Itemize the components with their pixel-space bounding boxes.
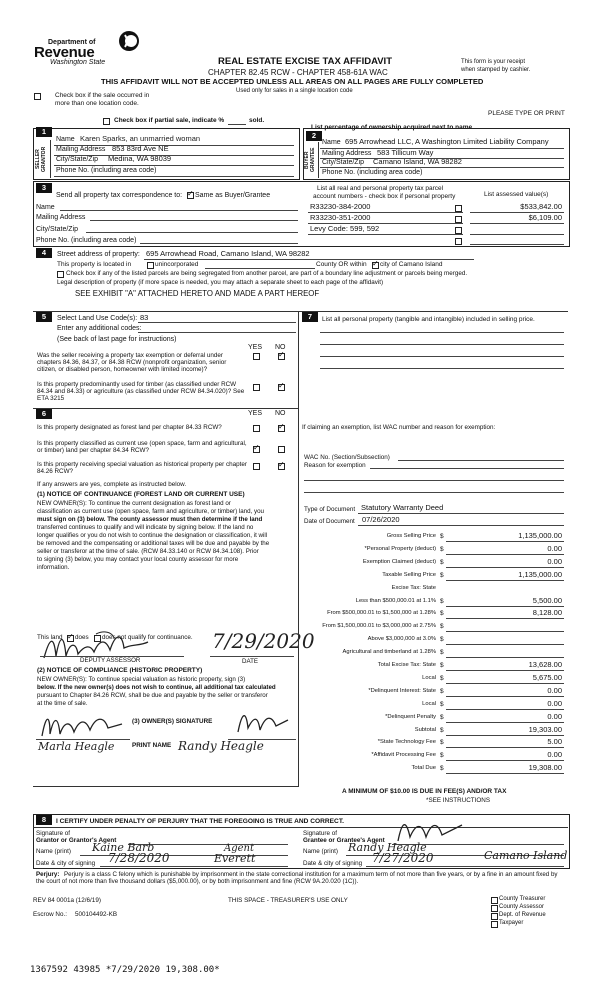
- tax-row-value[interactable]: 0.00: [547, 711, 562, 721]
- dollar-sign: $: [440, 597, 444, 605]
- sec6-q2-yes[interactable]: [253, 446, 260, 453]
- notice-1-title: (1) NOTICE OF CONTINUANCE (FOREST LAND OR CURRENT USE): [37, 491, 245, 498]
- sec5-q1-yes[interactable]: [253, 353, 260, 360]
- dollar-sign: $: [440, 752, 444, 760]
- date-label: DATE: [242, 658, 259, 665]
- seller-mailing[interactable]: 853 83rd Ave NE: [112, 144, 169, 153]
- tax-row-value[interactable]: 5,675.00: [532, 672, 562, 682]
- unincorporated-checkbox[interactable]: [147, 262, 154, 269]
- perjury-label: Perjury:: [36, 871, 60, 878]
- grantor-date-label: Date & city of signing: [36, 860, 96, 867]
- additional-codes-label: Enter any additional codes:: [57, 325, 142, 332]
- if-yes-note: If any answers are yes, complete as instructed below.: [37, 481, 187, 488]
- corr-city-label: City/State/Zip: [36, 226, 79, 233]
- grantor-agent-label: Grantor or Grantor's Agent: [36, 837, 117, 844]
- tax-row-label: Agricultural and timberland at 1.28%: [342, 649, 436, 656]
- copy-checkbox[interactable]: [491, 913, 498, 920]
- tax-row-label: Total Excise Tax: State: [377, 662, 436, 668]
- buyer-phone-label: Phone No. (including area code): [322, 169, 423, 176]
- dept-of: Department of: [48, 39, 96, 46]
- sec6-question-2: Is this property classified as current use (open space, farm and agricultural, or timber) land per chapter 84.34 RCW?: [37, 440, 247, 455]
- tax-row-value[interactable]: 0.00: [547, 750, 562, 760]
- grantor-agent-note: Agent: [224, 843, 254, 854]
- dollar-sign: $: [440, 700, 444, 708]
- personal-property-label: List all personal property (tangible and intangible) included in selling price.: [322, 316, 535, 323]
- buyer-name[interactable]: 695 Arrowhead LLC, A Washington Limited Liability Company: [345, 137, 549, 146]
- section-5-number: 5: [36, 312, 52, 322]
- parcel-account[interactable]: R33230-351-2000: [310, 213, 371, 222]
- escrow-number: 500104492-KB: [75, 911, 118, 918]
- sec6-question-3: Is this property receiving special valuation as historical property per chapter 84.26 RCW?: [37, 461, 247, 476]
- parcel-account[interactable]: Levy Code: 599, 592: [310, 224, 380, 233]
- tax-row-label: From $1,500,000.01 to $3,000,000 at 2.75%: [322, 623, 436, 630]
- grantee-name[interactable]: Randy Heagle: [348, 841, 427, 854]
- seller-name-label: Name: [56, 136, 75, 143]
- no-header: NO: [275, 344, 286, 351]
- tax-row-value[interactable]: 0.00: [547, 685, 562, 695]
- section-3-number: 3: [36, 183, 52, 193]
- section-1-number: 1: [36, 127, 52, 137]
- same-as-buyer-checkbox[interactable]: [187, 192, 194, 199]
- owner-signature-2[interactable]: [232, 706, 292, 736]
- tax-row-label: Less than $500,000.01 at 1.1%: [355, 597, 436, 604]
- see-back-note: (See back of last page for instructions): [57, 336, 177, 343]
- land-use-code[interactable]: 83: [140, 313, 149, 322]
- sec5-question-2: Is this property predominantly used for timber (as classified under RCW 84.34 and 84.33) or agriculture (as classified under RCW 84.34.020)? See ETA 3215: [37, 381, 245, 403]
- tax-row-value[interactable]: 1,135,000.00: [518, 531, 562, 540]
- buyer-mailing-label: Mailing Address: [322, 150, 372, 157]
- seller-city-label: City/State/Zip: [56, 156, 99, 163]
- dollar-sign: $: [440, 726, 444, 734]
- grantee-date-label: Date & city of signing: [303, 860, 363, 867]
- tax-row-label: Excise Tax: State: [391, 584, 436, 591]
- dollar-sign: $: [440, 713, 444, 721]
- reason-label: Reason for exemption: [304, 462, 366, 469]
- segregated-checkbox[interactable]: [57, 271, 64, 278]
- legal-description[interactable]: SEE EXHIBIT "A" ATTACHED HERETO AND MADE A PART HEREOF: [75, 289, 320, 298]
- doc-date[interactable]: 07/26/2020: [362, 515, 400, 524]
- sec5-q2-yes[interactable]: [253, 384, 260, 391]
- yes-header: YES: [248, 410, 263, 417]
- corr-name-label: Name: [36, 204, 55, 211]
- same-as-buyer-label: Same as Buyer/Grantee: [195, 192, 271, 199]
- dor-seal-icon: [118, 30, 140, 52]
- tax-row-value[interactable]: 19,303.00: [528, 724, 562, 734]
- tax-row-label: *Personal Property (deduct): [364, 545, 436, 552]
- legal-description-label: Legal description of property (if more space is needed, you may attach a separate sheet to each page of the affidavit): [57, 279, 384, 286]
- tax-row-label: Local: [422, 700, 436, 707]
- parcel-account[interactable]: R33230-384-2000: [310, 202, 371, 211]
- buyer-tab: BUYER GRANTEE: [304, 147, 316, 173]
- no-header: NO: [275, 410, 286, 417]
- assessor-date[interactable]: 7/29/2020: [212, 629, 315, 653]
- yes-header: YES: [248, 344, 263, 351]
- form-warning: THIS AFFIDAVIT WILL NOT BE ACCEPTED UNLESS ALL AREAS ON ALL PAGES ARE FULLY COMPLETED: [101, 77, 484, 86]
- dollar-sign: $: [440, 623, 444, 631]
- tax-row-label: Gross Selling Price: [386, 533, 436, 539]
- county-or-within-label: County OR within: [316, 261, 367, 268]
- dollar-sign: $: [440, 610, 444, 618]
- buyer-city[interactable]: Camano Island, WA 98282: [373, 157, 462, 166]
- dollar-sign: $: [440, 739, 444, 747]
- deputy-assessor-label: DEPUTY ASSESSOR: [80, 657, 141, 664]
- wac-label: WAC No. (Section/Subsection): [304, 454, 390, 461]
- tax-row-label: *Affidavit Processing Fee: [371, 752, 436, 759]
- parcel-value[interactable]: $533,842.00: [520, 202, 562, 211]
- buyer-mailing[interactable]: 583 Tillicum Way: [377, 148, 434, 157]
- tax-row-value[interactable]: 13,628.00: [528, 660, 562, 669]
- dollar-sign: $: [440, 558, 444, 566]
- partial-sale-label: Check box if partial sale, indicate %: [114, 117, 225, 124]
- section-2-number: 2: [306, 131, 322, 141]
- tax-row-label: Total Due: [411, 765, 436, 772]
- sec6-q3-yes[interactable]: [253, 463, 260, 470]
- street-address-label: Street address of property:: [57, 251, 140, 258]
- parcels-header-2: account numbers - check box if personal property: [313, 193, 456, 200]
- seller-name[interactable]: Karen Sparks, an unmarried woman: [80, 134, 201, 143]
- segregated-label: Check box if any of the listed parcels are being segregated from another parcel, are part of a boundary line adjustment or parcels being merged.: [66, 270, 468, 277]
- dollar-sign: $: [440, 545, 444, 553]
- tax-row-value[interactable]: 0.00: [547, 543, 562, 553]
- cashier-stamp: 1367592 43985 *7/29/2020 19,308.00*: [30, 965, 220, 975]
- grantor-signature-label: Signature of: [36, 830, 70, 837]
- printed-name-1[interactable]: Marla Heagle: [38, 740, 115, 753]
- owner-signature-1[interactable]: [38, 708, 126, 740]
- dor-logo: [34, 28, 144, 72]
- certify-statement: I CERTIFY UNDER PENALTY OF PERJURY THAT THE FOREGOING IS TRUE AND CORRECT.: [56, 818, 344, 825]
- claim-exemption-label: If claiming an exemption, list WAC number and reason for exemption:: [302, 424, 496, 431]
- tax-row-value[interactable]: 19,308.00: [528, 763, 562, 773]
- personal-property-checkbox[interactable]: [455, 238, 462, 245]
- print-name-label: PRINT NAME: [132, 742, 172, 749]
- receipt-note-1: This form is your receipt: [461, 59, 526, 65]
- partial-sale-checkbox[interactable]: [103, 118, 110, 125]
- see-instructions-note: *SEE INSTRUCTIONS: [426, 797, 491, 804]
- doc-type[interactable]: Statutory Warranty Deed: [361, 503, 444, 512]
- tax-row-value[interactable]: 5.00: [547, 737, 562, 747]
- sec6-q2-no[interactable]: [278, 446, 285, 453]
- parcels-header-1: List all real and personal property tax parcel: [317, 185, 444, 192]
- grantee-name-label: Name (print): [303, 848, 338, 855]
- personal-property-checkbox[interactable]: [455, 205, 462, 212]
- grantor-city[interactable]: Everett: [214, 852, 256, 865]
- personal-property-checkbox[interactable]: [455, 216, 462, 223]
- dollar-sign: $: [440, 636, 444, 644]
- owner-signature-label: (3) OWNER(S) SIGNATURE: [132, 718, 213, 725]
- corr-phone-label: Phone No. (including area code): [36, 237, 137, 244]
- sec5-question-1: Was the seller receiving a property tax exemption or deferral under chapters 84.36, 84.37, or 84.38 RCW (nonprofit organization, senior citizen, or disabled person, homeowner with limited income)?: [37, 352, 227, 374]
- sec6-q1-no[interactable]: [278, 425, 285, 432]
- copy-label: County Assessor: [499, 904, 545, 910]
- tax-row-label: *Delinquent Penalty: [385, 713, 436, 720]
- multi-location-label-1: Check box if the sale occurred in: [55, 92, 150, 99]
- tax-row-label: Exemption Claimed (deduct): [362, 558, 436, 565]
- tax-row-value[interactable]: 1,135,000.00: [518, 569, 562, 579]
- grantee-date[interactable]: 7/27/2020: [372, 851, 434, 865]
- copy-checkbox[interactable]: [491, 897, 498, 904]
- minimum-fee-note: A MINIMUM OF $10.00 IS DUE IN FEE(S) AND/OR TAX: [342, 788, 507, 795]
- single-location-note: Used only for sales in a single location code: [236, 88, 353, 94]
- please-type-note: PLEASE TYPE OR PRINT: [488, 110, 565, 117]
- dollar-sign: $: [440, 649, 444, 657]
- doc-date-label: Date of Document: [304, 518, 355, 525]
- ownership-pct-note: List percentage of ownership acquired next to name.: [311, 124, 474, 131]
- rev-number: REV 84 0001a (12/6/19): [33, 897, 101, 904]
- tax-row-value[interactable]: 0.00: [547, 698, 562, 708]
- land-does-label: This land: [37, 634, 63, 641]
- dollar-sign: $: [440, 674, 444, 682]
- multi-location-label-2: more than one location code.: [55, 100, 139, 107]
- perjury-text: Perjury is a class C felony which is punishable by imprisonment in the state correctional institution for a maximum term of not more than five years, or by a fine in an amount fixed by the court of not more than five thousand dollars ($5,000.00), or by both imprisonment and fine (RCW 9A.20.020 (1C)).: [36, 871, 558, 886]
- copy-label: Dept. of Revenue: [499, 912, 546, 918]
- parcel-value[interactable]: $6,109.00: [528, 213, 562, 222]
- corr-mailing-label: Mailing Address: [36, 214, 86, 221]
- section-6-number: 6: [36, 409, 52, 419]
- seller-tab: SELLER GRANTOR: [35, 146, 47, 172]
- dept-revenue: Revenue: [34, 44, 95, 61]
- section-4-number: 4: [36, 248, 52, 258]
- treasurer-space-label: THIS SPACE - TREASURER'S USE ONLY: [228, 897, 348, 904]
- seller-city[interactable]: Medina, WA 98039: [108, 154, 172, 163]
- copy-checkbox[interactable]: [491, 905, 498, 912]
- dollar-sign: $: [440, 765, 444, 773]
- section-8-number: 8: [36, 815, 52, 825]
- copy-checkbox[interactable]: [491, 921, 498, 928]
- tax-row-label: Local: [422, 674, 436, 681]
- grantee-signature-label: Signature of: [303, 830, 337, 837]
- grantee-city[interactable]: Camano Island: [484, 849, 568, 862]
- dept-state: Washington State: [50, 59, 106, 66]
- land-use-label: Select Land Use Code(s):: [57, 315, 138, 322]
- escrow-label: Escrow No.:: [33, 911, 67, 918]
- tax-row-value[interactable]: 5,500.00: [532, 595, 562, 605]
- partial-sale-line: [228, 124, 246, 125]
- printed-name-2[interactable]: Randy Heagle: [178, 739, 264, 753]
- grantor-name[interactable]: Kaine Barb: [92, 841, 155, 854]
- grantee-agent-label: Grantee or Grantee's Agent: [303, 837, 385, 844]
- tax-row-value[interactable]: 8,128.00: [532, 608, 562, 618]
- assessed-header: List assessed value(s): [484, 191, 549, 198]
- city-of-label: city of Camano Island: [380, 261, 443, 268]
- buyer-name-label: Name: [322, 139, 341, 146]
- tax-row-label: *Delinquent Interest: State: [368, 687, 436, 694]
- land-does-not-text: does not qualify for continuance.: [102, 634, 193, 641]
- tax-row-label: From $500,000.01 to $1,500,000 at 1.28%: [327, 610, 436, 617]
- multi-location-checkbox[interactable]: [34, 93, 41, 100]
- grantor-name-label: Name (print): [36, 848, 71, 855]
- sec5-q1-no[interactable]: [278, 353, 285, 360]
- within-city-checkbox[interactable]: [372, 262, 379, 269]
- notice-2-title: (2) NOTICE OF COMPLIANCE (HISTORIC PROPERTY): [37, 667, 203, 674]
- dollar-sign: $: [440, 571, 444, 579]
- tax-row-label: *State Technology Fee: [377, 739, 436, 746]
- personal-property-checkbox[interactable]: [455, 227, 462, 234]
- street-address[interactable]: 695 Arrowhead Road, Camano Island, WA 98282: [146, 249, 310, 258]
- land-does-text: does: [75, 634, 89, 641]
- partial-sale-sold: sold.: [249, 117, 265, 124]
- tax-row-label: Taxable Selling Price: [382, 571, 436, 578]
- tax-row-value[interactable]: 0.00: [547, 556, 562, 566]
- dollar-sign: $: [440, 687, 444, 695]
- located-in-label: This property is located in: [57, 261, 132, 268]
- copy-label: County Treasurer: [499, 896, 546, 902]
- sec6-q1-yes[interactable]: [253, 425, 260, 432]
- dollar-sign: $: [440, 533, 444, 540]
- unincorporated-label: unincorporated: [155, 261, 199, 268]
- receipt-note-2: when stamped by cashier.: [461, 67, 531, 73]
- form-chapter: CHAPTER 82.45 RCW - CHAPTER 458-61A WAC: [208, 68, 388, 77]
- seller-mailing-label: Mailing Address: [56, 146, 106, 153]
- sec6-question-1: Is this property designated as forest land per chapter 84.33 RCW?: [37, 424, 222, 431]
- sec5-q2-no[interactable]: [278, 384, 285, 391]
- sec6-q3-no[interactable]: [278, 463, 285, 470]
- grantor-date[interactable]: 7/28/2020: [108, 851, 170, 865]
- seller-phone-label: Phone No. (including area code): [56, 167, 157, 174]
- form-title: REAL ESTATE EXCISE TAX AFFIDAVIT: [218, 56, 393, 67]
- tax-row-label: Subtotal: [414, 726, 436, 733]
- buyer-city-label: City/State/Zip: [322, 159, 365, 166]
- doc-type-label: Type of Document: [304, 506, 356, 513]
- dollar-sign: $: [440, 662, 444, 669]
- section-7-number: 7: [302, 312, 318, 322]
- tax-row-label: Above $3,000,000 at 3.0%: [367, 636, 436, 643]
- copy-label: Taxpayer: [499, 920, 524, 926]
- send-correspondence-label: Send all property tax correspondence to:: [56, 192, 183, 199]
